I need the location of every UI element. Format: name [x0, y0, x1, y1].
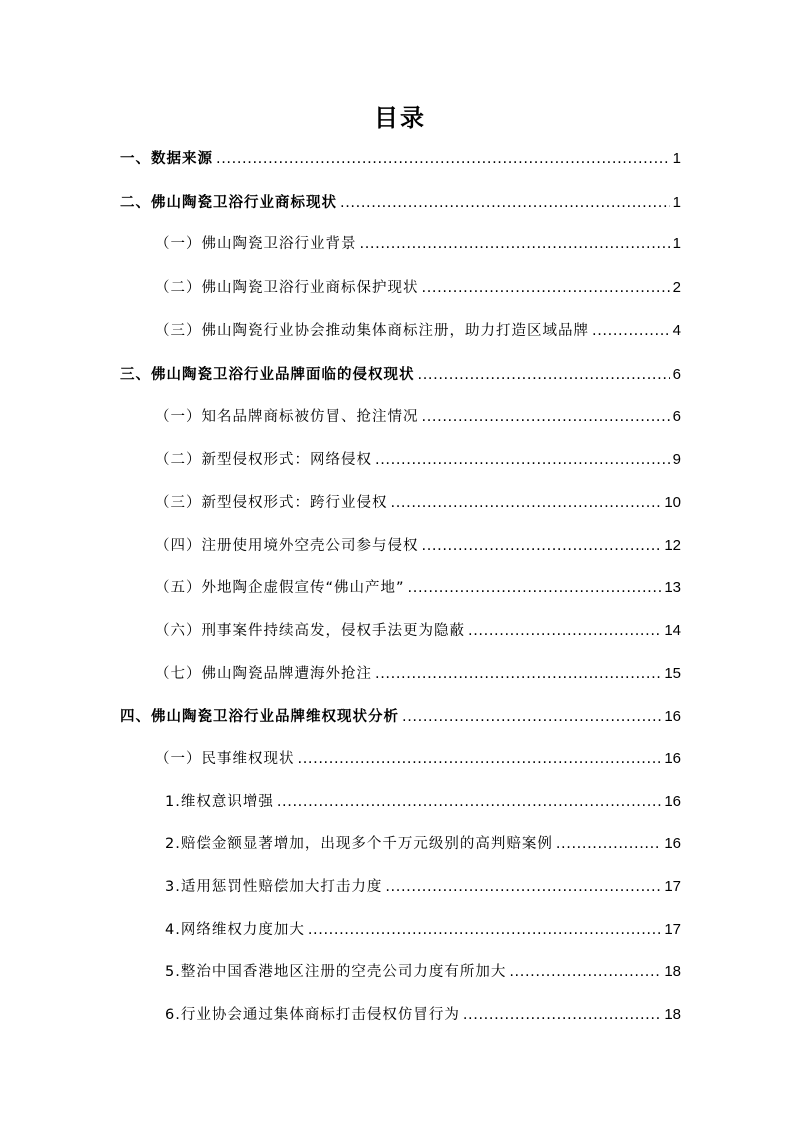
toc-page-number: 9: [672, 451, 681, 468]
toc-entry-label: 一、数据来源: [120, 151, 213, 167]
toc-dot-leader: [592, 318, 670, 344]
toc-entry-label: （一）知名品牌商标被仿冒、抢注情况: [155, 409, 419, 425]
toc-dot-leader: [509, 959, 661, 985]
toc-entry[interactable]: [165, 917, 681, 943]
toc-entry[interactable]: [155, 404, 681, 430]
toc-page-number: 1: [672, 194, 681, 211]
toc-entry[interactable]: [120, 362, 681, 388]
toc-page-number: 15: [664, 665, 681, 682]
toc-entry[interactable]: [165, 959, 681, 985]
toc-page-number: 18: [664, 963, 681, 980]
toc-entry[interactable]: [120, 190, 681, 216]
toc-dot-leader: [402, 704, 661, 730]
toc-entry-label: （四）注册使用境外空壳公司参与侵权: [155, 538, 419, 554]
toc-page-number: 17: [664, 921, 681, 938]
toc-page-number: 14: [664, 622, 681, 639]
toc-entry-label: 2.赔偿金额显著增加，出现多个千万元级别的高判赔案例: [165, 836, 553, 852]
toc-page-number: 16: [664, 835, 681, 852]
toc-entry-label: （六）刑事案件持续高发，侵权手法更为隐蔽: [155, 623, 465, 639]
toc-page-number: 1: [672, 235, 681, 252]
toc-page-number: 16: [664, 793, 681, 810]
toc-entry[interactable]: [155, 661, 681, 687]
toc-page-number: 1: [672, 150, 681, 167]
toc-entry-label: （三）佛山陶瓷行业协会推动集体商标注册，助力打造区域品牌: [155, 323, 589, 339]
toc-entry-label: 4.网络维权力度加大: [165, 922, 305, 938]
toc-page-number: 2: [672, 279, 681, 296]
toc-entry-label: 三、佛山陶瓷卫浴行业品牌面临的侵权现状: [120, 367, 415, 383]
toc-dot-leader: [375, 447, 670, 473]
toc-dot-leader: [385, 874, 661, 900]
toc-dot-leader: [408, 575, 662, 601]
toc-entry[interactable]: [155, 746, 681, 772]
toc-dot-leader: [308, 917, 661, 943]
toc-entry-label: （一）佛山陶瓷卫浴行业背景: [155, 236, 357, 252]
toc-page-number: 17: [664, 878, 681, 895]
toc-entry-label: （二）新型侵权形式：网络侵权: [155, 452, 372, 468]
toc-entry[interactable]: [155, 533, 681, 559]
toc-dot-leader: [418, 362, 670, 388]
toc-entry-label: （一）民事维权现状: [155, 751, 295, 767]
toc-entry-label: 5.整治中国香港地区注册的空壳公司力度有所加大: [165, 964, 507, 980]
toc-entry[interactable]: [155, 231, 681, 257]
toc-page-number: 16: [664, 750, 681, 767]
toc-entry-label: （七）佛山陶瓷品牌遭海外抢注: [155, 666, 372, 682]
toc-entry-label: （三）新型侵权形式：跨行业侵权: [155, 495, 388, 511]
toc-entry[interactable]: [165, 789, 681, 815]
toc-dot-leader: [360, 231, 670, 257]
toc-dot-leader: [277, 789, 661, 815]
toc-dot-leader: [391, 490, 662, 516]
toc-dot-leader: [422, 275, 670, 301]
toc-entry[interactable]: [155, 490, 681, 516]
toc-dot-leader: [422, 533, 662, 559]
toc-dot-leader: [340, 190, 670, 216]
toc-dot-leader: [463, 1002, 661, 1028]
toc-entry[interactable]: [155, 275, 681, 301]
toc-entry-label: （五）外地陶企虚假宣传“佛山产地”: [155, 580, 405, 596]
toc-page-number: 16: [664, 708, 681, 725]
toc-entry-label: （二）佛山陶瓷卫浴行业商标保护现状: [155, 280, 419, 296]
toc-page-number: 18: [664, 1006, 681, 1023]
toc-entry[interactable]: [155, 447, 681, 473]
toc-entry-label: 6.行业协会通过集体商标打击侵权仿冒行为: [165, 1007, 460, 1023]
toc-page-number: 6: [672, 366, 681, 383]
toc-entry[interactable]: [155, 575, 681, 601]
page-title: 目录: [374, 104, 426, 132]
toc-entry-label: 1.维权意识增强: [165, 794, 274, 810]
toc-entry[interactable]: [120, 146, 681, 172]
toc-page-number: 13: [664, 579, 681, 596]
toc-entry[interactable]: [165, 874, 681, 900]
toc-entry-label: 四、佛山陶瓷卫浴行业品牌维权现状分析: [120, 709, 399, 725]
toc-dot-leader: [216, 146, 670, 172]
toc-entry[interactable]: [165, 831, 681, 857]
toc-page-number: 6: [672, 408, 681, 425]
toc-dot-leader: [422, 404, 670, 430]
toc-entry[interactable]: [165, 1002, 681, 1028]
toc-page-number: 12: [664, 537, 681, 554]
toc-entry-label: 3.适用惩罚性赔偿加大打击力度: [165, 879, 383, 895]
toc-page-number: 10: [664, 494, 681, 511]
toc-entry-label: 二、佛山陶瓷卫浴行业商标现状: [120, 195, 337, 211]
toc-entry[interactable]: [155, 618, 681, 644]
toc-dot-leader: [556, 831, 661, 857]
toc-dot-leader: [468, 618, 661, 644]
toc-entry[interactable]: [155, 318, 681, 344]
toc-entry[interactable]: [120, 704, 681, 730]
toc-page-number: 4: [672, 322, 681, 339]
toc-dot-leader: [298, 746, 662, 772]
toc-dot-leader: [375, 661, 661, 687]
